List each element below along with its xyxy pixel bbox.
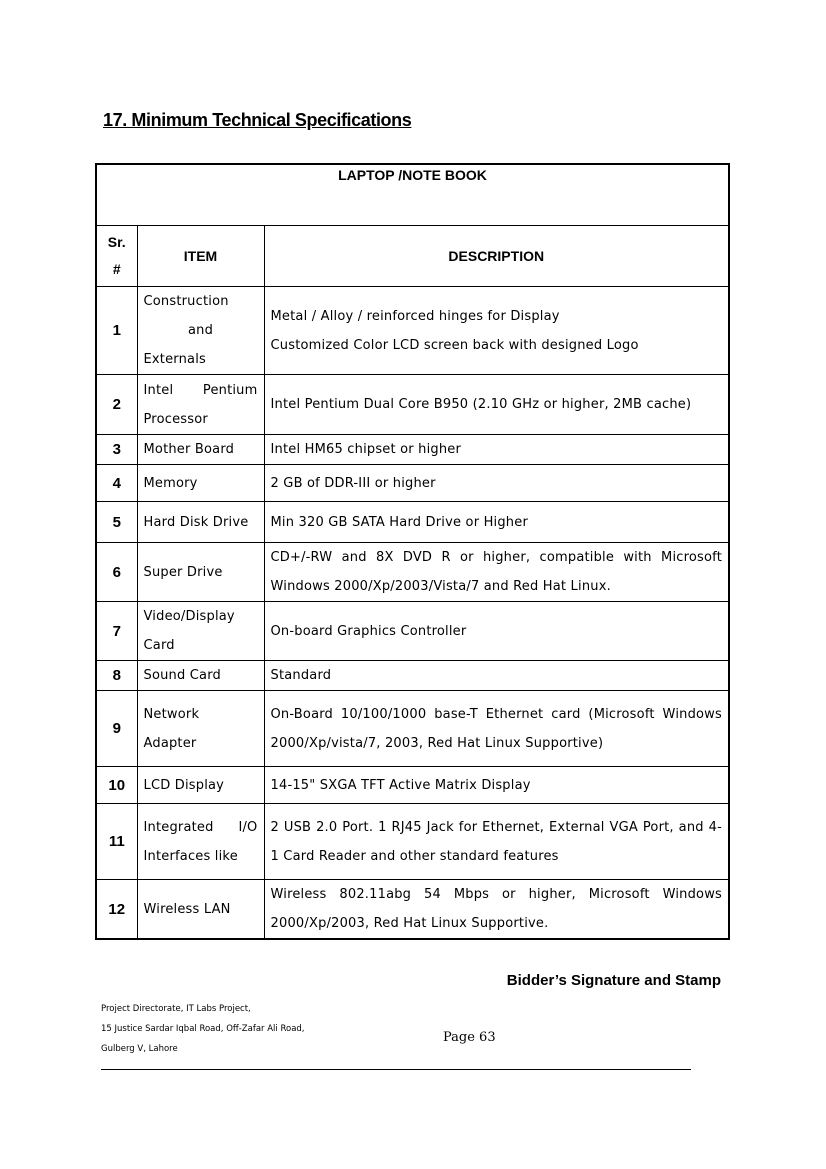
row-sr: 8 — [96, 661, 137, 691]
row-sr: 5 — [96, 502, 137, 543]
row-item: LCD Display — [137, 767, 264, 804]
spec-table — [95, 163, 730, 940]
row-description: On-board Graphics Controller — [264, 602, 729, 661]
table-row — [96, 375, 729, 435]
row-description: Standard — [264, 661, 729, 691]
table-row — [96, 804, 729, 880]
row-item: Sound Card — [137, 661, 264, 691]
row-sr: 10 — [96, 767, 137, 804]
row-sr: 1 — [96, 287, 137, 375]
table-row — [96, 543, 729, 602]
table-row — [96, 880, 729, 940]
row-item: Network Adapter — [137, 691, 264, 767]
row-item: Intel Pentium Processor — [137, 375, 264, 435]
table-row — [96, 435, 729, 465]
row-item: Hard Disk Drive — [137, 502, 264, 543]
row-sr: 6 — [96, 543, 137, 602]
row-description: Min 320 GB SATA Hard Drive or Higher — [264, 502, 729, 543]
row-sr: 7 — [96, 602, 137, 661]
row-description: 14-15" SXGA TFT Active Matrix Display — [264, 767, 729, 804]
row-sr: 12 — [96, 880, 137, 940]
footer-address: Project Directorate, IT Labs Project, 15 Justice Sardar Iqbal Road, Off-Zafar Ali Road, Gulberg V, Lahore — [101, 1004, 305, 1054]
header-item: ITEM — [137, 226, 264, 287]
row-item: Construction and Externals — [137, 287, 264, 375]
table-title: LAPTOP /NOTE BOOK — [96, 164, 729, 226]
table-row — [96, 602, 729, 661]
row-item: Video/Display Card — [137, 602, 264, 661]
row-item: Mother Board — [137, 435, 264, 465]
row-sr: 4 — [96, 465, 137, 502]
row-description: 2 GB of DDR-III or higher — [264, 465, 729, 502]
row-description: 2 USB 2.0 Port. 1 RJ45 Jack for Ethernet, External VGA Port, and 4-1 Card Reader and other standard features — [264, 804, 729, 880]
table-row — [96, 691, 729, 767]
row-description: Intel Pentium Dual Core B950 (2.10 GHz or higher, 2MB cache) — [264, 375, 729, 435]
table-row — [96, 465, 729, 502]
row-item: Wireless LAN — [137, 880, 264, 940]
header-sr: Sr. # — [96, 226, 137, 287]
row-description: Intel HM65 chipset or higher — [264, 435, 729, 465]
row-sr: 9 — [96, 691, 137, 767]
row-sr: 2 — [96, 375, 137, 435]
row-sr: 11 — [96, 804, 137, 880]
footer-divider — [101, 1069, 691, 1070]
table-row — [96, 661, 729, 691]
table-row — [96, 502, 729, 543]
row-item: Memory — [137, 465, 264, 502]
page-number: Page 63 — [443, 1030, 496, 1045]
table-row — [96, 767, 729, 804]
section-heading: 17. Minimum Technical Specifications — [103, 110, 412, 130]
row-item: Integrated I/O Interfaces like — [137, 804, 264, 880]
row-description: On-Board 10/100/1000 base-T Ethernet card (Microsoft Windows 2000/Xp/vista/7, 2003, Red Hat Linux Supportive) — [264, 691, 729, 767]
row-description: CD+/-RW and 8X DVD R or higher, compatible with Microsoft Windows 2000/Xp/2003/Vista/7 and Red Hat Linux. — [264, 543, 729, 602]
row-sr: 3 — [96, 435, 137, 465]
row-description: Metal / Alloy / reinforced hinges for Display Customized Color LCD screen back with designed Logo — [264, 287, 729, 375]
bidder-signature-label: Bidder’s Signature and Stamp — [506, 972, 721, 989]
row-description: Wireless 802.11abg 54 Mbps or higher, Microsoft Windows 2000/Xp/2003, Red Hat Linux Supportive. — [264, 880, 729, 940]
header-description: DESCRIPTION — [264, 226, 729, 287]
row-item: Super Drive — [137, 543, 264, 602]
table-row — [96, 287, 729, 375]
